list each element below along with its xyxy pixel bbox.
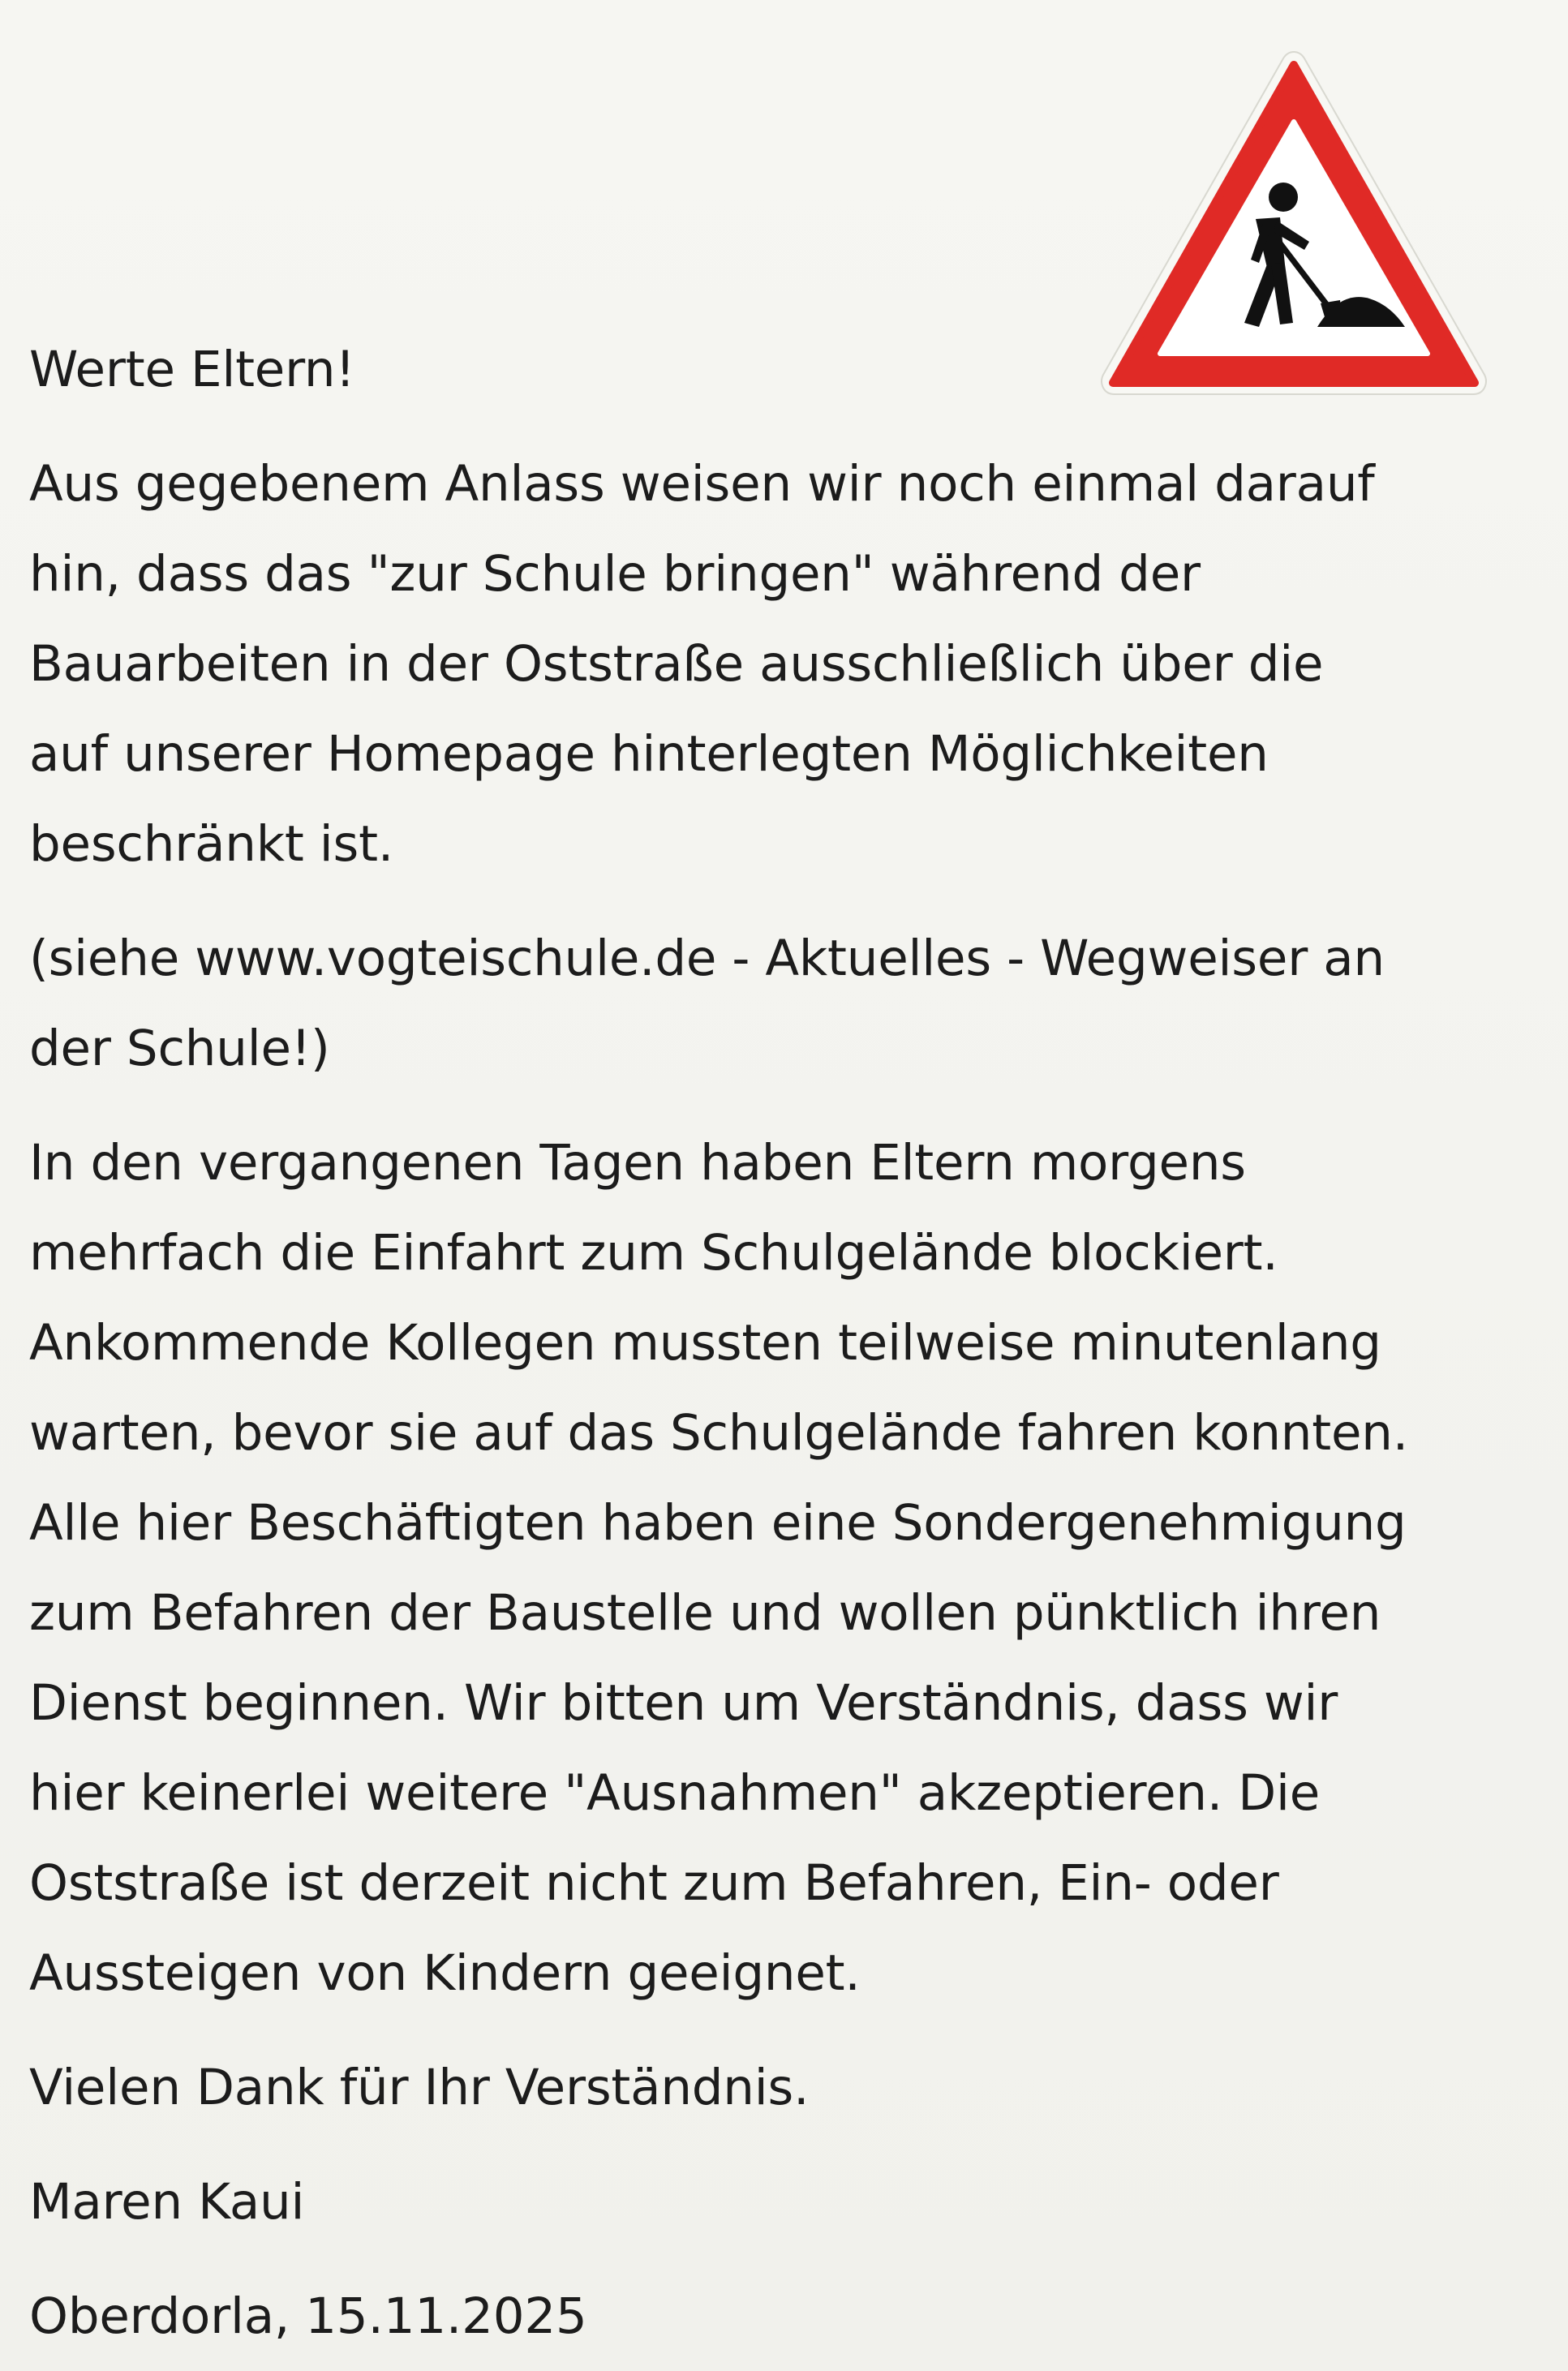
paragraph-website-reference xyxy=(29,913,1546,1093)
text-line: hin, dass das "zur Schule bringen" während der xyxy=(29,545,1201,603)
text-line: warten, bevor sie auf das Schulgelände fahren konnten. xyxy=(29,1404,1408,1462)
text-line: Aus gegebenem Anlass weisen wir noch einmal darauf xyxy=(29,455,1375,513)
greeting: Werte Eltern! xyxy=(29,341,355,398)
signature-name: Maren Kaui xyxy=(29,2173,305,2231)
text-line: Oststraße ist derzeit nicht zum Befahren, Ein- oder xyxy=(29,1854,1279,1912)
text-line: Dienst beginnen. Wir bitten um Verständnis, dass wir xyxy=(29,1674,1338,1732)
paragraph-entrance-blocked xyxy=(29,1118,1546,2018)
text-line: hier keinerlei weitere "Ausnahmen" akzeptieren. Die xyxy=(29,1764,1321,1822)
text-line: auf unserer Homepage hinterlegten Möglichkeiten xyxy=(29,725,1269,783)
text-line: Aussteigen von Kindern geeignet. xyxy=(29,1944,861,2002)
closing-line: Vielen Dank für Ihr Verständnis. xyxy=(29,2059,810,2116)
text-line: Ankommende Kollegen mussten teilweise minutenlang xyxy=(29,1314,1381,1372)
text-line: mehrfach die Einfahrt zum Schulgelände blockiert. xyxy=(29,1224,1278,1282)
text-line: zum Befahren der Baustelle und wollen pünktlich ihren xyxy=(29,1584,1381,1642)
text-line: beschränkt ist. xyxy=(29,815,394,873)
letter-body xyxy=(29,324,1546,2361)
text-line: Alle hier Beschäftigten haben eine Sondergenehmigung xyxy=(29,1494,1407,1552)
place-and-date: Oberdorla, 15.11.2025 xyxy=(29,2287,587,2345)
text-line: Bauarbeiten in der Oststraße ausschließlich über die xyxy=(29,635,1324,693)
text-line: (siehe www.vogteischule.de - Aktuelles - Wegweiser an xyxy=(29,930,1385,987)
text-line: In den vergangenen Tagen haben Eltern morgens xyxy=(29,1134,1246,1192)
paragraph-school-route xyxy=(29,439,1546,889)
text-line: der Schule!) xyxy=(29,1020,330,1077)
